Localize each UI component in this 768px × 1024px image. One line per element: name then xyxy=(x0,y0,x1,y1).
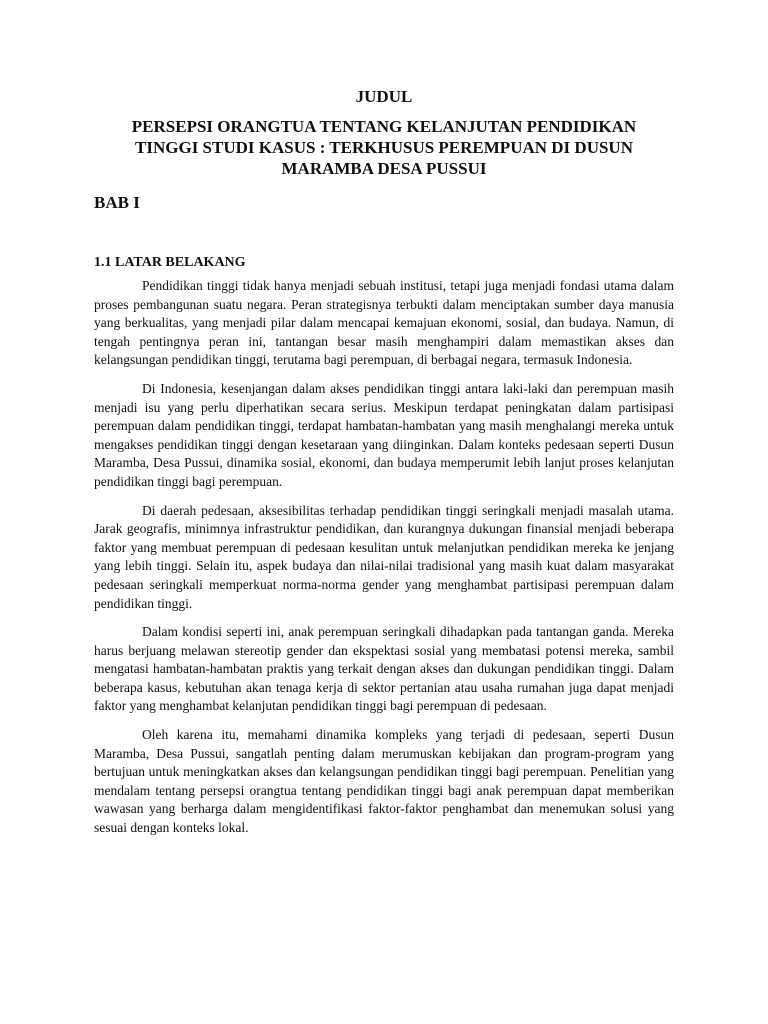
document-title-line-1: PERSEPSI ORANGTUA TENTANG KELANJUTAN PENDIDIKAN xyxy=(131,117,637,136)
document-title-line-3: MARAMBA DESA PUSSUI xyxy=(281,159,487,178)
paragraph-2: Di Indonesia, kesenjangan dalam akses pendidikan tinggi antara laki-laki dan perempuan masih menjadi isu yang perlu diperhatikan secara serius. Meskipun terdapat peningkatan dalam partisipasi perempuan dalam pendidikan tinggi, terdapat hambatan-hambatan yang masih menghalangi mereka untuk mengakses pendidikan tinggi dengan kesetaraan yang diinginkan. Dalam konteks pedesaan seperti Dusun Maramba, Desa Pussui, dinamika sosial, ekonomi, dan budaya memperumit lebih lanjut proses kelanjutan pendidikan tinggi bagi perempuan. xyxy=(94,380,674,489)
paragraph-4: Dalam kondisi seperti ini, anak perempuan seringkali dihadapkan pada tantangan ganda. Mereka harus berjuang melawan stereotip gender dan ekspektasi sosial yang membatasi potensi mereka, sambil mengatasi hambatan-hambatan praktis yang terkait dengan akses dan dukungan pendidikan tinggi. Dalam beberapa kasus, kebutuhan akan tenaga kerja di sektor pertanian atau usaha rumahan juga dapat menjadi faktor yang menghambat kelanjutan pendidikan tinggi bagi perempuan di pedesaan. xyxy=(94,624,674,714)
document-page xyxy=(94,86,674,848)
paragraph-3: Di daerah pedesaan, aksesibilitas terhadap pendidikan tinggi seringkali menjadi masalah utama. Jarak geografis, minimnya infrastruktur pendidikan, dan kurangnya dukungan finansial menjadi beberapa faktor yang membuat perempuan di pedesaan kesulitan untuk melanjutkan pendidikan mereka ke jenjang yang lebih tinggi. Selain itu, aspek budaya dan nilai-nilai tradisional yang masih kuat dalam masyarakat pedesaan seringkali memperkuat norma-norma gender yang menghambat partisipasi perempuan dalam pendidikan tinggi. xyxy=(94,502,674,611)
document-title-line-2: TINGGI STUDI KASUS : TERKHUSUS PEREMPUAN DI DUSUN xyxy=(135,138,633,157)
paragraph-1: Pendidikan tinggi tidak hanya menjadi sebuah institusi, tetapi juga menjadi fondasi utama dalam proses pembangunan suatu negara. Peran strategisnya terbukti dalam menciptakan sumber daya manusia yang berkualitas, yang menjadi pilar dalam mencapai kemajuan ekonomi, sosial, dan budaya. Namun, di tengah pentingnya peran ini, tantangan besar masih menghampiri dalam memastikan akses dan kelangsungan pendidikan tinggi, terutama bagi perempuan, di berbagai negara, termasuk Indonesia. xyxy=(94,278,674,368)
paragraph-5: Oleh karena itu, memahami dinamika kompleks yang terjadi di pedesaan, seperti Dusun Maramba, Desa Pussui, sangatlah penting dalam merumuskan kebijakan dan program-program yang bertujuan untuk meningkatkan akses dan kelangsungan pendidikan tinggi bagi perempuan. Penelitian yang mendalam tentang persepsi orangtua tentang pendidikan tinggi bagi anak perempuan dapat memberikan wawasan yang berharga dalam mengidentifikasi faktor-faktor penghambat dan menemukan solusi yang sesuai dengan konteks lokal. xyxy=(94,727,674,836)
section-heading: 1.1 LATAR BELAKANG xyxy=(94,255,246,270)
document-heading: JUDUL xyxy=(355,87,413,106)
chapter-heading: BAB I xyxy=(94,193,140,212)
